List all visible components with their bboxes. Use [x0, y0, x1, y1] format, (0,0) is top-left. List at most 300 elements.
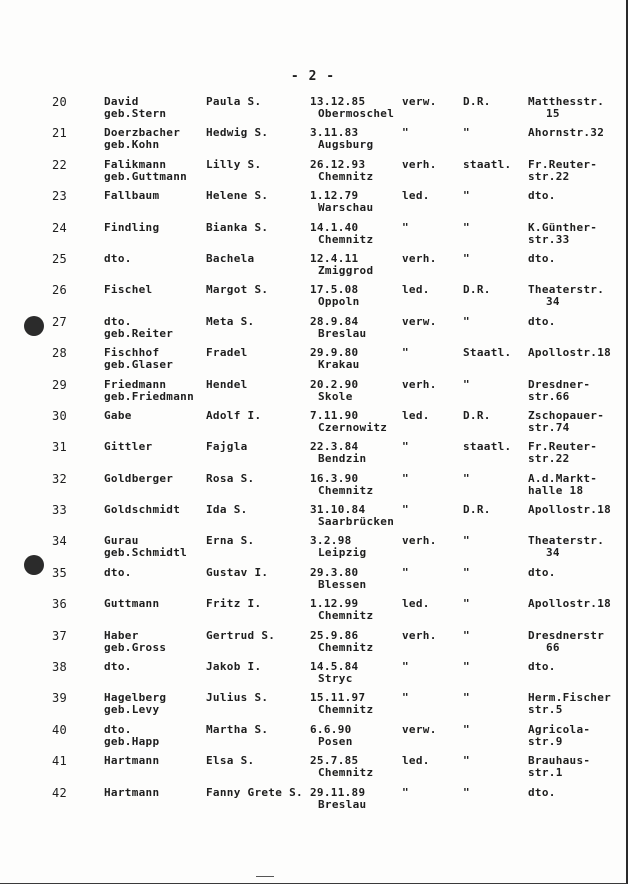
marital-status: ": [402, 126, 409, 140]
record-number: 39: [52, 691, 68, 706]
nationality: staatl.: [463, 157, 512, 171]
surname: dto.: [104, 660, 132, 674]
table-row: [0, 787, 628, 818]
address-line-2: str.1: [528, 766, 563, 780]
cell-dt: [310, 284, 360, 308]
table-row: [0, 755, 628, 786]
surname: Fischhof: [104, 346, 160, 360]
surname: Gabe: [104, 408, 132, 422]
cell-st: [402, 630, 437, 642]
record-number: 26: [52, 283, 68, 298]
surname: dto.: [104, 314, 132, 328]
marital-status: led.: [402, 283, 430, 297]
cell-st: [402, 379, 437, 391]
cell-nm: [104, 535, 187, 559]
address-line-1: Brauhaus-: [528, 754, 591, 768]
birth-date: 3.11.83: [310, 126, 359, 140]
surname: Hagelberg: [104, 691, 167, 705]
birth-date: 29.11.89: [310, 785, 366, 799]
address-line-1: Zschopauer-: [528, 408, 605, 422]
nationality: ": [463, 251, 470, 265]
marital-status: ": [402, 691, 409, 705]
marital-status: verh.: [402, 534, 437, 548]
birth-name: geb.Stern: [104, 107, 167, 120]
nationality: ": [463, 754, 470, 768]
cell-dt: [310, 504, 394, 528]
cell-na: [463, 253, 470, 265]
cell-na: [463, 159, 511, 171]
cell-ad: [528, 441, 597, 465]
marital-status: verh.: [402, 251, 437, 265]
cell-dt: [310, 473, 373, 497]
surname: Hartmann: [104, 785, 160, 799]
surname: Gittler: [104, 440, 153, 454]
surname: dto.: [104, 565, 132, 579]
cell-nm: [104, 410, 132, 422]
marital-status: verh.: [402, 157, 437, 171]
cell-st: [402, 159, 437, 171]
cell-ad: [528, 379, 590, 403]
cell-na: [463, 379, 470, 391]
first-name: Martha S.: [206, 722, 269, 736]
birth-place: Zmiggrod: [318, 263, 374, 277]
cell-vn: [206, 379, 248, 391]
first-name: Bachela: [206, 251, 255, 265]
first-name: Hendel: [206, 377, 248, 391]
surname: dto.: [104, 722, 132, 736]
cell-na: [463, 692, 470, 704]
cell-nr: [52, 127, 67, 139]
cell-na: [463, 222, 470, 234]
surname: Gurau: [104, 534, 139, 548]
cell-nm: [104, 567, 132, 579]
marital-status: verw.: [402, 95, 437, 108]
table-row: [0, 567, 628, 598]
nationality: Staatl.: [463, 346, 512, 360]
address-line-1: Fr.Reuter-: [528, 440, 598, 454]
cell-dt: [310, 692, 373, 716]
record-number: 23: [52, 189, 68, 204]
table-row: [0, 379, 628, 410]
cell-nm: [104, 316, 173, 340]
birth-name: geb.Gross: [104, 640, 167, 654]
marital-status: ": [402, 440, 409, 454]
record-number: 34: [52, 534, 68, 549]
first-name: Erna S.: [206, 534, 255, 548]
cell-ad: [528, 222, 597, 246]
cell-ad: [528, 755, 590, 779]
cell-ad: [528, 410, 604, 434]
address-line-1: dto.: [528, 251, 556, 265]
cell-nr: [52, 535, 67, 547]
surname: Haber: [104, 628, 139, 642]
record-number: 37: [52, 628, 68, 643]
birth-date: 31.10.84: [310, 503, 366, 517]
first-name: Elsa S.: [206, 754, 255, 768]
cell-ad: [528, 253, 556, 265]
cell-nr: [52, 661, 67, 673]
cell-nr: [52, 755, 67, 767]
address-line-1: dto.: [528, 660, 556, 674]
table-row: [0, 127, 628, 158]
cell-vn: [206, 441, 248, 453]
cell-nr: [52, 724, 67, 736]
address-line-2: str.5: [528, 703, 563, 717]
table-row: [0, 347, 628, 378]
birth-name: geb.Levy: [104, 703, 160, 717]
birth-date: 6.6.90: [310, 722, 352, 736]
record-number: 35: [52, 565, 68, 580]
address-line-1: dto.: [528, 314, 556, 328]
record-number: 36: [52, 597, 68, 612]
surname: Goldberger: [104, 471, 174, 485]
cell-vn: [206, 253, 254, 265]
address-line-1: Herm.Fischer: [528, 691, 612, 705]
page-number: - 2 -: [290, 69, 336, 84]
birth-name: geb.Guttmann: [104, 169, 188, 183]
birth-place: Obermoschel: [318, 107, 395, 120]
cell-na: [463, 410, 491, 422]
cell-nr: [52, 190, 67, 202]
cell-ad: [528, 598, 611, 610]
marital-status: verw.: [402, 314, 437, 328]
record-number: 21: [52, 126, 68, 141]
cell-dt: [310, 661, 358, 685]
birth-place: Chemnitz: [318, 703, 374, 717]
cell-st: [402, 535, 437, 547]
cell-nr: [52, 598, 67, 610]
address-line-1: Apollostr.18: [528, 503, 612, 517]
address-line-1: dto.: [528, 565, 556, 579]
address-line-1: Agricola-: [528, 722, 591, 736]
first-name: Fradel: [206, 346, 248, 360]
birth-date: 14.1.40: [310, 220, 359, 234]
cell-vn: [206, 535, 254, 547]
cell-nm: [104, 127, 180, 151]
address-line-1: Ahornstr.32: [528, 126, 605, 140]
cell-nm: [104, 473, 173, 485]
first-name: Margot S.: [206, 283, 269, 297]
first-name: Jakob I.: [206, 660, 262, 674]
cell-dt: [310, 159, 373, 183]
marital-status: led.: [402, 408, 430, 422]
birth-date: 16.3.90: [310, 471, 359, 485]
cell-dt: [310, 410, 387, 434]
cell-st: [402, 253, 437, 265]
surname: Hartmann: [104, 754, 160, 768]
address-line-1: Fr.Reuter-: [528, 157, 598, 171]
record-list: [0, 96, 628, 818]
cell-ad: [528, 284, 604, 308]
cell-na: [463, 567, 470, 579]
cell-dt: [310, 190, 373, 214]
birth-place: Chemnitz: [318, 640, 374, 654]
table-row: [0, 661, 628, 692]
cell-dt: [310, 441, 366, 465]
cell-st: [402, 661, 409, 673]
cell-na: [463, 284, 491, 296]
cell-dt: [310, 316, 366, 340]
cell-nm: [104, 787, 159, 799]
cell-st: [402, 598, 430, 610]
table-row: [0, 598, 628, 629]
cell-dt: [310, 755, 373, 779]
cell-nm: [104, 661, 132, 673]
birth-date: 12.4.11: [310, 251, 359, 265]
cell-nr: [52, 222, 67, 234]
nationality: ": [463, 534, 470, 548]
cell-na: [463, 347, 511, 359]
birth-place: Chemnitz: [318, 766, 374, 780]
cell-na: [463, 96, 491, 108]
cell-nm: [104, 630, 166, 654]
cell-nr: [52, 692, 67, 704]
marital-status: verh.: [402, 377, 437, 391]
marital-status: led.: [402, 189, 430, 203]
cell-na: [463, 504, 491, 516]
record-number: 22: [52, 157, 68, 172]
cell-nm: [104, 692, 166, 716]
marital-status: ": [402, 503, 409, 517]
address-line-1: Apollostr.18: [528, 346, 612, 360]
surname: Fischel: [104, 283, 153, 297]
nationality: staatl.: [463, 440, 512, 454]
cell-st: [402, 284, 430, 296]
cell-st: [402, 473, 409, 485]
birth-name: geb.Glaser: [104, 358, 174, 372]
cell-dt: [310, 724, 353, 748]
cell-vn: [206, 504, 248, 516]
nationality: ": [463, 126, 470, 140]
birth-date: 29.9.80: [310, 346, 359, 360]
cell-vn: [206, 787, 303, 799]
nationality: D.R.: [463, 95, 491, 108]
address-line-2: 34: [546, 295, 560, 309]
cell-dt: [310, 96, 394, 120]
nationality: ": [463, 597, 470, 611]
address-line-2: 34: [546, 546, 560, 560]
cell-nr: [52, 567, 67, 579]
address-line-2: str.9: [528, 734, 563, 748]
nationality: ": [463, 660, 470, 674]
birth-name: geb.Kohn: [104, 138, 160, 152]
address-line-1: Dresdnerstr: [528, 628, 605, 642]
address-line-2: 15: [546, 107, 560, 120]
first-name: Meta S.: [206, 314, 255, 328]
record-number: 40: [52, 722, 68, 737]
record-number: 41: [52, 754, 68, 769]
cell-vn: [206, 190, 268, 202]
cell-nm: [104, 441, 152, 453]
address-line-2: str.74: [528, 420, 570, 434]
cell-vn: [206, 410, 261, 422]
table-row: [0, 316, 628, 347]
cell-vn: [206, 284, 268, 296]
birth-place: Blessen: [318, 577, 367, 591]
nationality: ": [463, 691, 470, 705]
cell-dt: [310, 535, 366, 559]
table-row: [0, 284, 628, 315]
cell-na: [463, 190, 470, 202]
cell-dt: [310, 379, 358, 403]
table-row: [0, 473, 628, 504]
cell-st: [402, 410, 430, 422]
first-name: Paula S.: [206, 95, 262, 108]
cell-st: [402, 441, 409, 453]
marital-status: ": [402, 471, 409, 485]
record-number: 20: [52, 95, 68, 109]
cell-dt: [310, 253, 373, 277]
record-number: 31: [52, 440, 68, 455]
table-row: [0, 410, 628, 441]
birth-date: 1.12.79: [310, 189, 359, 203]
cell-nm: [104, 159, 187, 183]
cell-na: [463, 755, 470, 767]
address-line-2: halle 18: [528, 483, 584, 497]
first-name: Gertrud S.: [206, 628, 276, 642]
cell-nr: [52, 379, 67, 391]
first-name: Fajgla: [206, 440, 248, 454]
cell-ad: [528, 724, 590, 748]
address-line-2: str.33: [528, 232, 570, 246]
cell-st: [402, 567, 409, 579]
first-name: Lilly S.: [206, 157, 262, 171]
first-name: Julius S.: [206, 691, 269, 705]
cell-ad: [528, 692, 611, 716]
cell-nr: [52, 504, 67, 516]
cell-vn: [206, 347, 248, 359]
birth-place: Leipzig: [318, 546, 367, 560]
cell-ad: [528, 159, 597, 183]
cell-st: [402, 96, 437, 108]
cell-nr: [52, 787, 67, 799]
cell-nm: [104, 598, 159, 610]
cell-st: [402, 755, 430, 767]
record-number: 24: [52, 220, 68, 235]
birth-place: Saarbrücken: [318, 515, 395, 529]
birth-place: Chemnitz: [318, 609, 374, 623]
address-line-1: K.Günther-: [528, 220, 598, 234]
cell-nr: [52, 630, 67, 642]
nationality: ": [463, 628, 470, 642]
cell-na: [463, 535, 470, 547]
table-row: [0, 96, 628, 127]
address-line-2: str.22: [528, 169, 570, 183]
record-number: 32: [52, 471, 68, 486]
birth-place: Augsburg: [318, 138, 374, 152]
birth-place: Krakau: [318, 358, 360, 372]
cell-vn: [206, 473, 254, 485]
table-row: [0, 441, 628, 472]
cell-ad: [528, 473, 597, 497]
first-name: Ida S.: [206, 503, 248, 517]
cell-vn: [206, 222, 268, 234]
table-row: [0, 253, 628, 284]
cell-nr: [52, 473, 67, 485]
address-line-1: Theaterstr.: [528, 283, 605, 297]
cell-st: [402, 127, 409, 139]
cell-ad: [528, 190, 556, 202]
address-line-1: Apollostr.18: [528, 597, 612, 611]
cell-ad: [528, 127, 604, 139]
cell-dt: [310, 127, 373, 151]
cell-st: [402, 222, 409, 234]
birth-date: 13.12.85: [310, 95, 366, 108]
nationality: ": [463, 785, 470, 799]
nationality: ": [463, 722, 470, 736]
cell-vn: [206, 96, 261, 108]
surname: Fallbaum: [104, 189, 160, 203]
cell-nm: [104, 755, 159, 767]
cell-na: [463, 473, 470, 485]
table-row: [0, 159, 628, 190]
cell-st: [402, 724, 437, 736]
cell-vn: [206, 316, 254, 328]
birth-place: Skole: [318, 389, 353, 403]
birth-date: 29.3.80: [310, 565, 359, 579]
cell-na: [463, 598, 470, 610]
table-row: [0, 190, 628, 221]
birth-name: geb.Happ: [104, 734, 160, 748]
marital-status: ": [402, 220, 409, 234]
cell-nr: [52, 347, 67, 359]
first-name: Rosa S.: [206, 471, 255, 485]
surname: Findling: [104, 220, 160, 234]
birth-name: geb.Friedmann: [104, 389, 194, 403]
birth-place: Chemnitz: [318, 232, 374, 246]
cell-na: [463, 441, 511, 453]
birth-place: Stryc: [318, 672, 353, 686]
cell-dt: [310, 347, 360, 371]
birth-place: Oppoln: [318, 295, 360, 309]
cell-nm: [104, 724, 159, 748]
cell-vn: [206, 661, 261, 673]
address-line-2: str.66: [528, 389, 570, 403]
cell-vn: [206, 692, 268, 704]
first-name: Gustav I.: [206, 565, 269, 579]
cell-st: [402, 692, 409, 704]
cell-nr: [52, 410, 67, 422]
cell-nr: [52, 159, 67, 171]
surname: Friedmann: [104, 377, 167, 391]
cell-vn: [206, 724, 268, 736]
nationality: ": [463, 189, 470, 203]
cell-nm: [104, 96, 166, 120]
surname: Goldschmidt: [104, 503, 181, 517]
record-number: 42: [52, 785, 68, 800]
cell-na: [463, 630, 470, 642]
cell-nm: [104, 347, 173, 371]
birth-date: 17.5.08: [310, 283, 359, 297]
marital-status: verw.: [402, 722, 437, 736]
address-line-1: A.d.Markt-: [528, 471, 598, 485]
marital-status: verh.: [402, 628, 437, 642]
cell-vn: [206, 127, 268, 139]
cell-na: [463, 787, 470, 799]
record-number: 28: [52, 346, 68, 361]
nationality: ": [463, 565, 470, 579]
cell-nm: [104, 253, 132, 265]
birth-place: Warschau: [318, 201, 374, 215]
cell-ad: [528, 316, 556, 328]
cell-vn: [206, 567, 268, 579]
birth-place: Bendzin: [318, 452, 367, 466]
birth-date: 25.7.85: [310, 754, 359, 768]
birth-date: 3.2.98: [310, 534, 352, 548]
nationality: D.R.: [463, 283, 491, 297]
cell-vn: [206, 630, 275, 642]
cell-nr: [52, 284, 67, 296]
